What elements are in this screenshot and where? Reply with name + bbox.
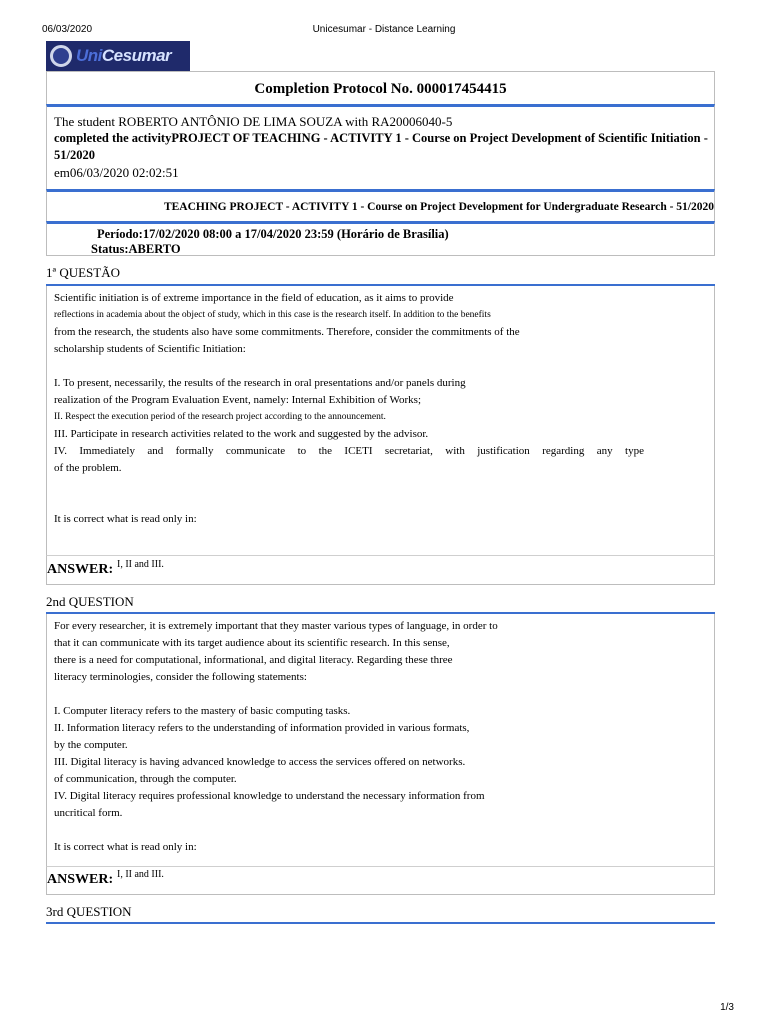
answer-value: I, II and III. [117, 559, 164, 570]
question-3-label: 3rd QUESTION [46, 904, 132, 919]
question-1-label: 1ª QUESTÃO [46, 265, 121, 280]
activity-title: TEACHING PROJECT - ACTIVITY 1 - Course on Project Development for Undergraduate Research - 51/2020 [46, 189, 715, 222]
period-text: Período:17/02/2020 08:00 a 17/04/2020 23:59 (Horário de Brasília) [97, 227, 449, 241]
unicesumar-logo [46, 41, 190, 71]
logo-text: UniCesumar [76, 46, 172, 65]
question-1-answer [46, 555, 715, 585]
answer-label: ANSWER: [47, 872, 114, 887]
protocol-title: Completion Protocol No. 000017454415 [46, 71, 715, 105]
question-2-body: For every researcher, it is extremely important that they master various types of language, in order to that it can communicate with its target audience about its scientific research. In this sense, there is a need for computational, informational, and digital literacy. Regarding these three literacy terminologies, consider the following statements: I. Computer literacy refers to the mastery of basic computing tasks. II. Information literacy refers to the understanding of information provided in various formats, by the computer. III. Digital literacy is having advanced knowledge to access the services offered on networks. of communication, through the computer. IV. Digital literacy requires professional knowledge to understand the necessary information from uncritical form. It is correct what is read only in: [46, 614, 715, 867]
question-3-rule [46, 922, 715, 924]
student-line: The student ROBERTO ANTÔNIO DE LIMA SOUZA with RA20006040-5 [54, 114, 453, 129]
page-number: 1/3 [720, 1002, 734, 1013]
completion-datetime: em06/03/2020 02:02:51 [54, 165, 179, 180]
question-1-body: Scientific initiation is of extreme importance in the field of education, as it aims to provide reflections in academia about the object of study, which in this case is the research itself. In addition to the benefits from the research, the students also have some commitments. Therefore, consider the commitments of the scholarship students of Scientific Initiation: I. To present, necessarily, the results of the research in oral presentations and/or panels during realization of the Program Evaluation Event, namely: Internal Exhibition of Works; II. Respect the execution period of the research project according to the announcement. III. Participate in research activities related to the work and suggested by the advisor. IV. Immediately and formally communicate to the ICETI secretariat, with justification regarding any type of the problem. It is correct what is read only in: [46, 286, 715, 556]
print-date: 06/03/2020 [42, 24, 93, 35]
activity-number: 51/2020 [54, 148, 95, 162]
site-title: Unicesumar - Distance Learning [312, 24, 456, 35]
activity-completed-line: completed the activityPROJECT OF TEACHING - ACTIVITY 1 - Course on Project Development of Scientific Initiation - [54, 131, 708, 145]
question-2-label: 2nd QUESTION [46, 594, 134, 609]
answer-label: ANSWER: [47, 562, 114, 577]
status-text: Status:ABERTO [91, 242, 181, 256]
answer-value: I, II and III. [117, 869, 164, 880]
logo-emblem-icon [50, 45, 72, 67]
question-2-answer [46, 866, 715, 895]
period-block [46, 221, 715, 256]
student-info [46, 104, 715, 190]
